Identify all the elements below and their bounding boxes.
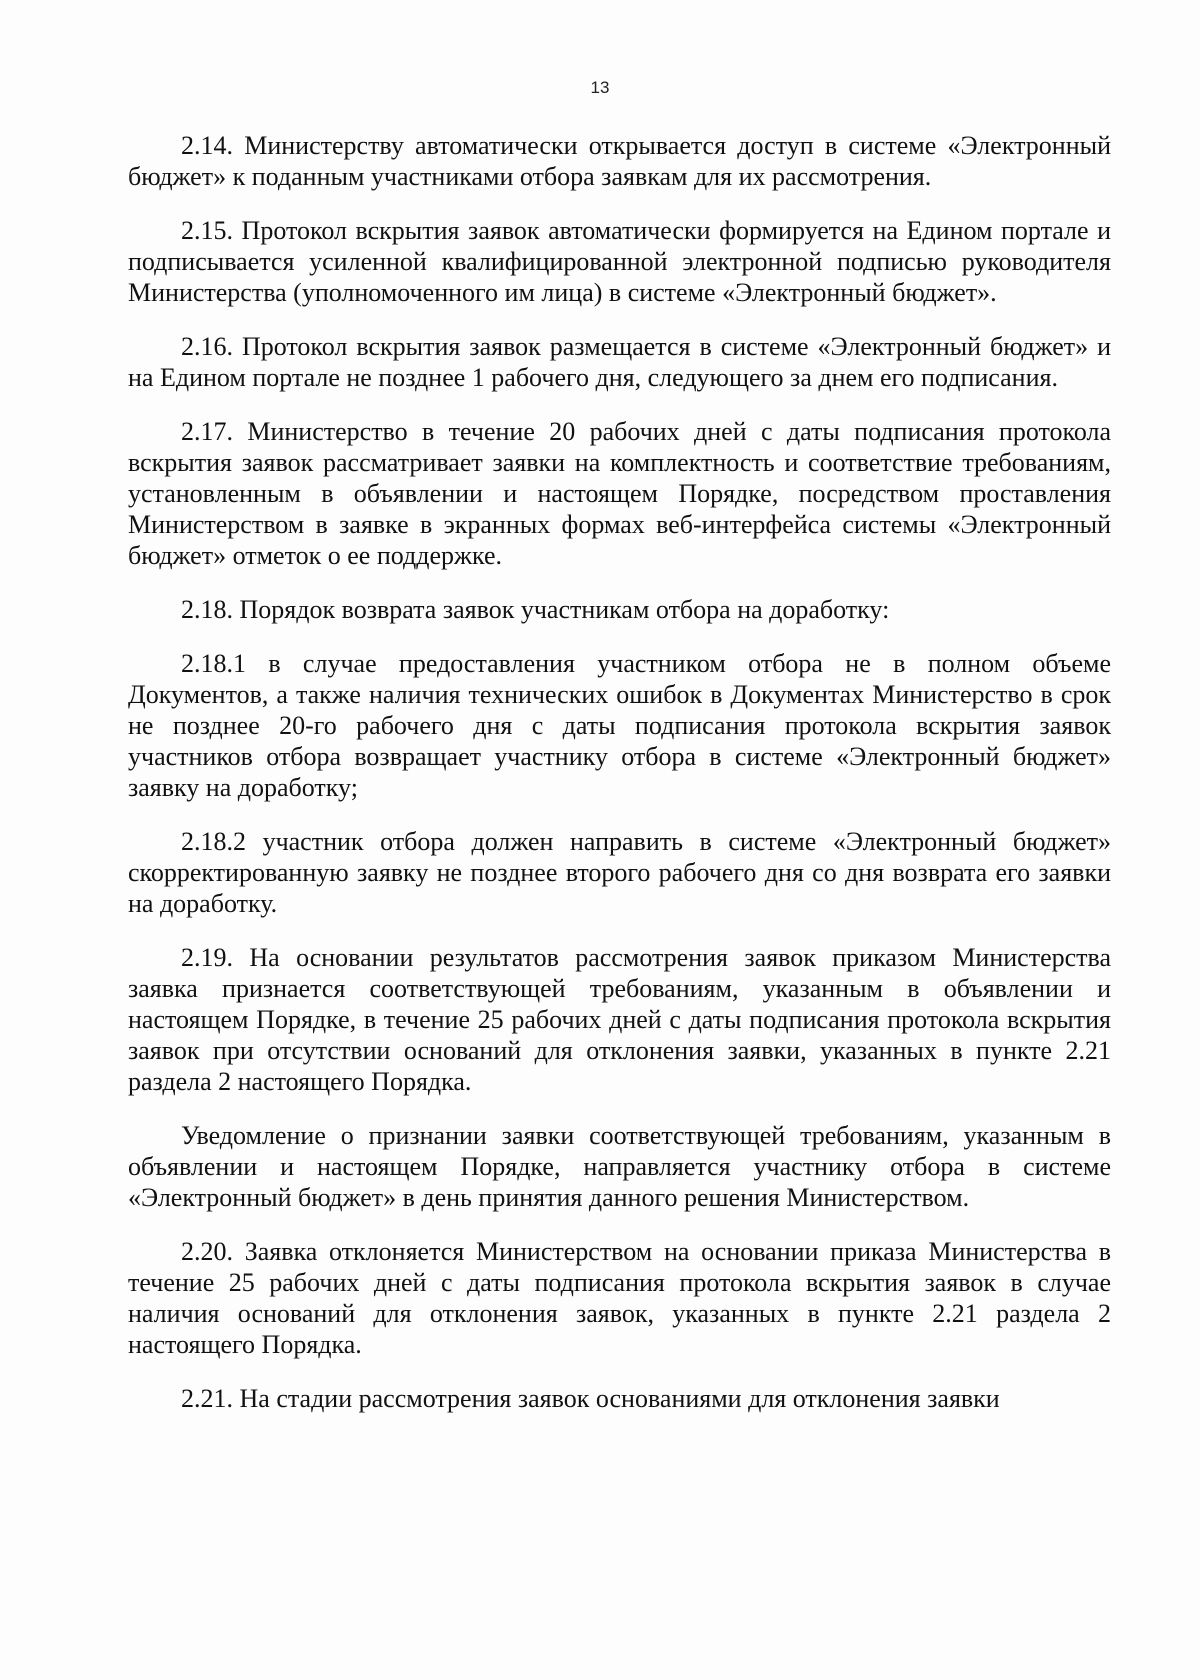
paragraph-2-21: 2.21. На стадии рассмотрения заявок основаниями для отклонения заявки <box>181 1384 1000 1413</box>
page-number: 13 <box>590 78 610 97</box>
paragraph-2-18-1: 2.18.1 в случае предоставления участником отбора не в полном объеме Документов, а также наличия технических ошибок в Документах Министерство в срок не позднее 20-го рабочего дня с даты подписания протокола вскрытия заявок участников отбора возвращает участнику отбора в системе «Электронный бюджет» заявку на доработку; <box>128 649 1111 802</box>
paragraph-2-14: 2.14. Министерству автоматически открывается доступ в системе «Электронный бюджет» к поданным участниками отбора заявкам для их рассмотрения. <box>128 131 1111 191</box>
paragraph-2-17: 2.17. Министерство в течение 20 рабочих дней с даты подписания протокола вскрытия заявок рассматривает заявки на комплектность и соответствие требованиям, установленным в объявлении и настоящем Порядке, посредством проставления Министерством в заявке в экранных формах веб-интерфейса системы «Электронный бюджет» отметок о ее поддержке. <box>128 417 1111 570</box>
paragraph-2-20: 2.20. Заявка отклоняется Министерством на основании приказа Министерства в течение 25 рабочих дней с даты подписания протокола вскрытия заявок в случае наличия оснований для отклонения заявок, указанных в пункте 2.21 раздела 2 настоящего Порядка. <box>128 1237 1111 1359</box>
paragraph-2-19: 2.19. На основании результатов рассмотрения заявок приказом Министерства заявка признается соответствующей требованиям, указанным в объявлении и настоящем Порядке, в течение 25 рабочих дней с даты подписания протокола вскрытия заявок при отсутствии оснований для отклонения заявки, указанных в пункте 2.21 раздела 2 настоящего Порядка. <box>128 943 1111 1096</box>
paragraph-notification: Уведомление о признании заявки соответствующей требованиям, указанным в объявлении и настоящем Порядке, направляется участнику отбора в системе «Электронный бюджет» в день принятия данного решения Министерством. <box>128 1121 1111 1212</box>
paragraph-2-16: 2.16. Протокол вскрытия заявок размещается в системе «Электронный бюджет» и на Едином портале не позднее 1 рабочего дня, следующего за днем его подписания. <box>128 332 1111 392</box>
paragraph-2-18: 2.18. Порядок возврата заявок участникам отбора на доработку: <box>181 595 890 624</box>
document-body <box>128 130 1111 1414</box>
paragraph-2-18-2: 2.18.2 участник отбора должен направить в системе «Электронный бюджет» скорректированную заявку не позднее второго рабочего дня со дня возврата его заявки на доработку. <box>128 827 1111 918</box>
paragraph-2-15: 2.15. Протокол вскрытия заявок автоматически формируется на Едином портале и подписывается усиленной квалифицированной электронной подписью руководителя Министерства (уполномоченного им лица) в системе «Электронный бюджет». <box>128 216 1111 307</box>
